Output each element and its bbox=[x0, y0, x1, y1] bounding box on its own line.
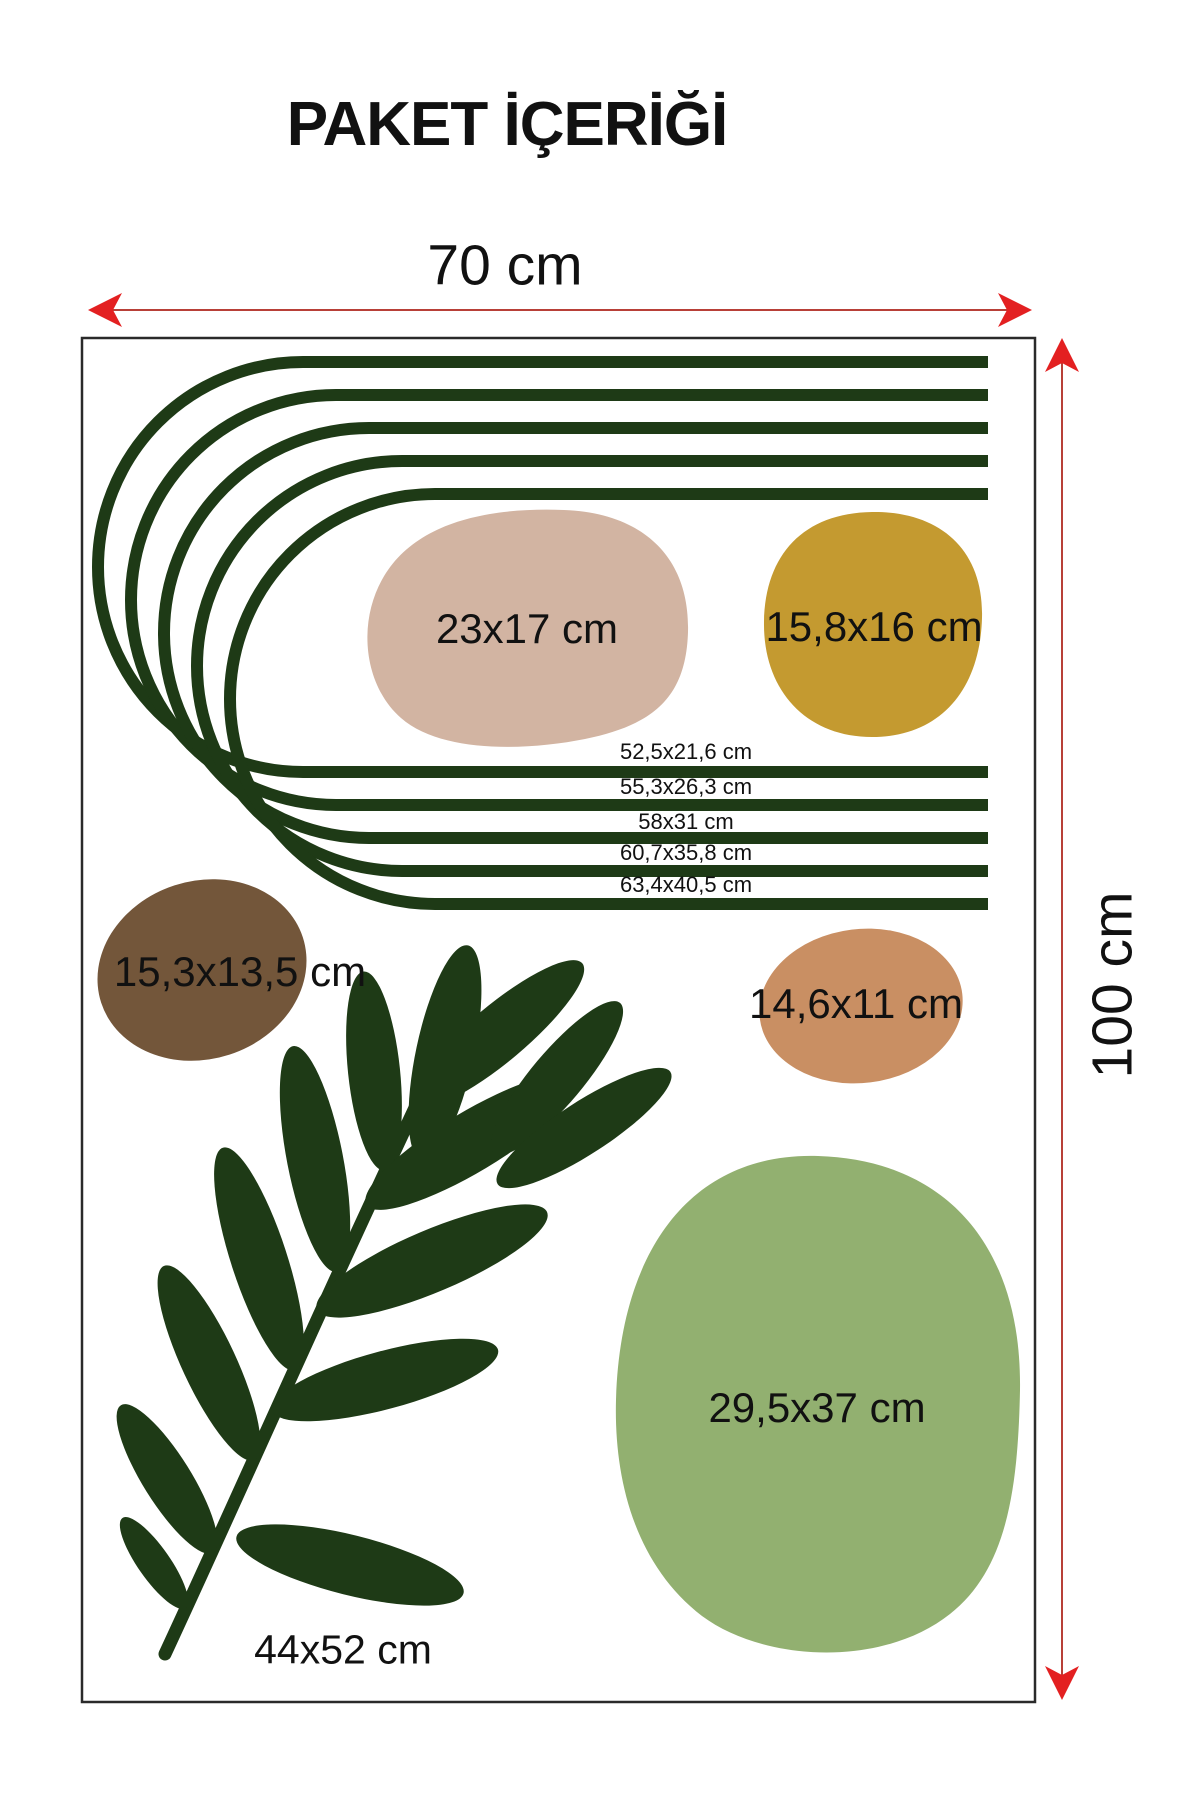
page-title: PAKET İÇERİĞİ bbox=[286, 90, 728, 159]
rainbow-size-label-1: 52,5x21,6 cm bbox=[619, 739, 753, 764]
rainbow-size-label-4: 60,7x35,8 cm bbox=[619, 840, 753, 865]
rainbow-size-label-2: 55,3x26,3 cm bbox=[619, 774, 753, 799]
width-dimension-label: 70 cm bbox=[427, 233, 583, 298]
rainbow-size-label-5: 63,4x40,5 cm bbox=[619, 872, 753, 897]
rainbow-size-label-3: 58x31 cm bbox=[638, 809, 734, 834]
beige-blob-size-label: 23x17 cm bbox=[435, 605, 619, 652]
mustard-blob-size-label: 15,8x16 cm bbox=[765, 603, 983, 650]
leaf-size-label: 44x52 cm bbox=[254, 1626, 432, 1673]
green-blob-size-label: 29,5x37 cm bbox=[708, 1384, 926, 1431]
brown-blob-size-label: 15,3x13,5 cm bbox=[113, 948, 367, 995]
height-dimension-label: 100 cm bbox=[1080, 891, 1145, 1079]
tan-blob-size-label: 14,6x11 cm bbox=[749, 980, 963, 1027]
